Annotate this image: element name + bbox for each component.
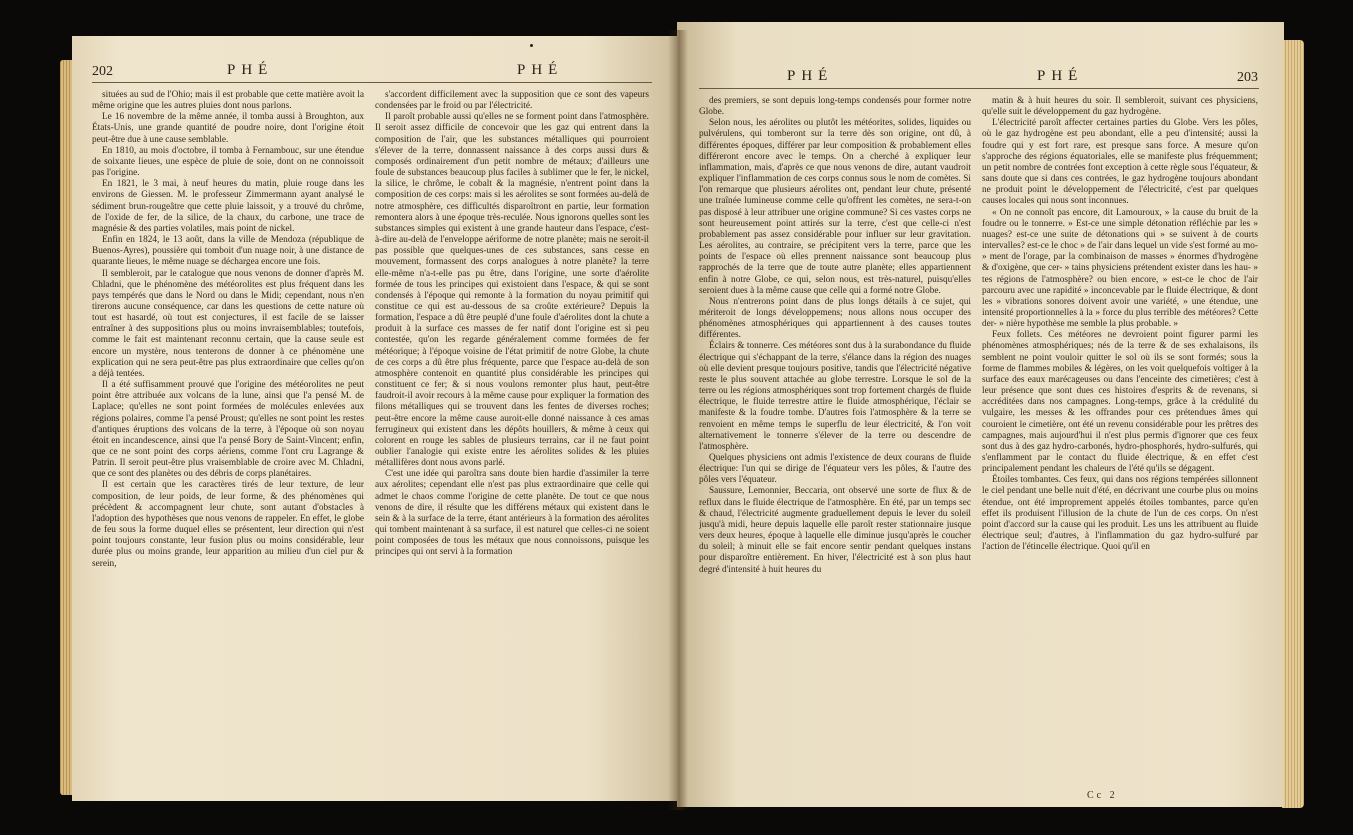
paragraph: des premiers, se sont depuis long-temps condensés pour former notre Globe. [699, 96, 971, 118]
paragraph: En 1821, le 3 mai, à neuf heures du matin, pluie rouge dans les environs de Giessen. M. le professeur Zimmermann ayant analysé le sédiment brun-rougeâtre que cette pluie laissoit, y a trouvé du chrôme, de l'oxide de fer, de la silice, de la chaux, du carbone, une trace de magnésie & des parties volatiles, mais point de nickel. [92, 179, 364, 234]
paragraph: Étoiles tombantes. Ces feux, qui dans nos régions tempérées sillonnent le ciel pendant une belle nuit d'été, en décrivant une courbe plus ou moins étendue, ont été improprement appelés étoiles tombantes, parce qu'en effet ils produisent l'illusion de la chute de l'un de ces corps. On n'est point d'accord sur la cause qui les produit. Les uns les attribuent au fluide électrique seul; d'autres, à l'inflammation du gaz hydro-sulfuré par l'action de l'étincelle électrique. Quoi qu'il en [982, 475, 1258, 553]
text-column-left [699, 96, 971, 786]
paragraph: matin & à huit heures du soir. Il sembleroit, suivant ces physiciens, qu'elle suit le développement du gaz hydrogène. [982, 96, 1258, 118]
paragraph: C'est une idée qui paroîtra sans doute bien hardie d'assimiler la terre aux aérolites; cependant elle n'est pas plus extraordinaire que celle qui admet le chaos comme l'origine de cette planète. De tout ce que nous venons de dire, il résulte que les différens métaux qui existent dans le sein & à la surface de la terre, étant antérieurs à la formation des aérolites qui tombent maintenant à sa surface, il est naturel que celles-ci ne soient point composées de tous les métaux que nous connoissons, puisque les principes qui ont servi à la formation [375, 469, 649, 558]
paragraph: Il a été suffisamment prouvé que l'origine des météorolites ne peut point être attribuée aux volcans de la lune, ainsi que l'a pensé M. de Laplace; qu'elles ne sont point formées de molécules enlevées aux régions polaires, comme l'a pensé Proust; qu'elles ne sont point les restes d'antiques éruptions des volcans de la terre, à l'époque où son noyau étoit en incandescence, ainsi que l'a pensé Bory de Saint-Vincent; enfin, que ce ne sont point des corps aériens, comme l'ont cru Lagrange & Patrin. Il seroit peut-être plus vraisemblable de croire avec M. Chladni, que ce sont des planètes ou des débris de corps planétaires. [92, 380, 364, 480]
running-header-right: PHÉ [517, 62, 564, 78]
paragraph: Il est certain que les caractères tirés de leur texture, de leur composition, de leur poids, de leur forme, & des phénomènes qui précèdent & accompagnent leur chute, sont autant d'obstacles à l'adoption des hypothèses que nous venons de rappeler. En effet, le globe de feu sous la forme duquel elles se présentent, leur direction qui n'est point toujours constante, leur fusion plus ou moins considérable, leur durée plus ou moins grande, leur apparition au milieu d'un ciel pur & serein, [92, 480, 364, 569]
paragraph: Éclairs & tonnerre. Ces météores sont dus à la surabondance du fluide électrique qui s'échappant de la terre, s'élance dans la région des nuages où elle devient presque toujours positive, tandis que l'électricité négative reste le plus souvent attachée au globe terrestre. Lorsque le sol de la terre ou les régions atmosphériques sont trop fortement chargés de fluide électrique, le fluide terrestre attire le fluide atmosphérique, l'éclair se manifeste & la foudre tombe. D'autres fois l'atmosphère & la terre se renvoient en même temps le superflu de leur électricité, & l'on voit alternativement le tonnerre s'élever de la terre ou descendre de l'atmosphère. [699, 341, 971, 452]
page-number: 202 [92, 64, 113, 79]
running-header-left: PHÉ [787, 68, 834, 84]
header-rule [699, 88, 1259, 89]
paragraph: « On ne connoît pas encore, dit Lamouroux, » la cause du bruit de la foudre ou le tonnerre. » Est-ce une simple détonation réfléchie par les » nuages? est-ce une suite de détonations qui » se suivent à de courts intervalles? est-ce le choc » de l'air dans lequel un vide s'est formé au mo- » ment de l'orage, par la combinaison de masses » énormes d'hydrogène & d'oxigène, que cer- » tains physiciens prétendent exister dans les hau- » tes régions de l'atmosphère? ou bien encore, » est-ce le choc de l'air parcouru avec une rapidité » inconcevable par le fluide électrique, & dont les » vibrations sonores doivent avoir une variété, » une étendue, une intensité proportionnelles à la » force du plus terrible des météores? Cette der- » nière hypothèse me semble la plus probable. » [982, 207, 1258, 330]
text-column-right [982, 96, 1258, 786]
right-page-edges [1282, 40, 1304, 808]
paragraph: L'électricité paroît affecter certaines parties du Globe. Vers les pôles, où le gaz hydrogène est peu abondant, elle a peu d'intensité; aussi la foudre qui y est fort rare, est presque sans force. A mesure qu'on s'approche des régions équatoriales, elle se manifeste plus fréquemment; un petit nombre de contrées font exception à cette règle sous l'équateur, & sans doute que si dans ces contrées, le gaz hydrogène toujours abondant ne produit point le développement de l'électricité, c'est par quelques causes locales qui nous sont inconnues. [982, 118, 1258, 207]
paragraph: situées au sud de l'Ohio; mais il est probable que cette matière avoit la même origine que les autres pluies dont nous parlons. [92, 90, 364, 112]
header-rule [92, 82, 652, 83]
paragraph: Selon nous, les aérolites ou plutôt les météorites, solides, liquides ou pulvérulens, qui tomberont sur la terre dès son origine, ont dû, à différentes époques, différer par leur composition & probablement elles différeront encore avec le temps. On a cherché à expliquer leur inflammation, mais, d'après ce que nous venons de dire, autant vaudroit expliquer l'inflammation de ces corps connus sous le nom de comètes. Si l'on remarque que plusieurs aérolites ont, pendant leur chute, présenté une traînée lumineuse comme celle qu'offrent les comètes, ne sera-t-on pas disposé à leur attribuer une origine commune? Si ces vastes corps ne sont heureusement point attirés sur la terre, c'est que celle-ci n'est probablement pas assez considérable pour influer sur leur gravitation. Les aérolites, au contraire, se précipitent vers la terre, parce que les points de l'espace où elles prennent naissance sont beaucoup plus rapprochés de la terre que de toute autre planète; elles appartiennent enfin à notre Globe, ce qui, selon nous, est très-naturel, puisqu'elles seroient dues à la même cause que celle qui a formé notre Globe. [699, 118, 971, 296]
signature-mark: Cc 2 [1087, 790, 1118, 801]
paragraph: Le 16 novembre de la même année, il tomba aussi à Broughton, aux États-Unis, une grande quantité de poudre noire, dont l'origine étoit peut-être due à une cause semblable. [92, 112, 364, 145]
paragraph: Saussure, Lemonnier, Beccaria, ont observé une sorte de flux & de reflux dans le fluide électrique de l'atmosphère. En été, par un temps sec & chaud, l'électricité augmente graduellement depuis le lever du soleil jusqu'à midi, heure depuis laquelle elle paroît rester stationnaire jusque vers deux heures, époque à laquelle elle diminue jusqu'après le coucher du soleil; à minuit elle se fait encore sentir pendant quelques instans pour disparoître entièrement. En hiver, l'électricité est à son plus haut degré d'intensité à huit heures du [699, 486, 971, 575]
ink-dot [530, 44, 533, 47]
running-header-right: PHÉ [1037, 68, 1084, 84]
page-number: 203 [1237, 70, 1258, 85]
book-gutter [668, 30, 688, 810]
paragraph: Nous n'entrerons point dans de plus longs détails à ce sujet, qui mériteroit de longs développemens; nous allons nous occuper des phénomènes atmosphériques qui appartiennent à des causes toutes différentes. [699, 296, 971, 341]
paragraph: Enfin en 1824, le 13 août, dans la ville de Mendoza (république de Buenos-Ayres), poussière qui tomboit d'un nuage noir, à une distance de quarante lieues, le même nuage se déchargea encore une fois. [92, 235, 364, 268]
left-page [72, 36, 677, 801]
paragraph: Il sembleroit, par le catalogue que nous venons de donner d'après M. Chladni, que le phénomène des météorolites est plus fréquent dans les pays tempérés que dans le Nord ou dans le Midi; cependant, nous n'en tirerons aucune conséquence, car dans les questions de cette nature où tout est hasardé, où tout est conjectures, il est facile de se laisser entraîner à des suppositions plus ou moins invraisemblables; toutefois, comme le fait est maintenant reconnu certain, que la cause seule est encore un mystère, nous tenterons de donner à ce phénomène une explication qui ne sera peut-être pas plus extraordinaire que celles qu'on a déjà tentées. [92, 268, 364, 379]
text-column-right [375, 90, 649, 794]
paragraph: s'accordent difficilement avec la supposition que ce sont des vapeurs condensées par le froid ou par l'électricité. [375, 90, 649, 112]
running-header-left: PHÉ [227, 62, 274, 78]
paragraph: Quelques physiciens ont admis l'existence de deux courans de fluide électrique: l'un qui se dirige de l'équateur vers les pôles, & l'autre des pôles vers l'équateur. [699, 453, 971, 486]
right-page [677, 22, 1284, 807]
paragraph: Feux follets. Ces météores ne devroient point figurer parmi les phénomènes atmosphériques; nés de la terre & de ses exhalaisons, ils semblent ne point vouloir quitter le sol où ils se sont formés; sous la forme de flammes mobiles & légères, on les voit quelquefois voltiger à la surface des eaux marécageuses ou dans l'enceinte des cimetières; c'est à leur présence que sont dues ces histoires d'esprits & de revenans, si accréditées dans nos campagnes. Long-temps, grâce à la crédulité du vulgaire, les messes & les offrandes pour ces prétendues âmes qui couroient le cimetière, ont été un revenu considérable pour les prêtres des campagnes, mais aujourd'hui il n'est plus permis d'ignorer que ces feux sont dus à des gaz hydro-carbonés, hydro-phosphorés, hydro-sulfurés, qui s'enflamment par le contact du fluide électrique, & en effet c'est principalement pendant les chaleurs de l'été qu'ils se dégagent. [982, 330, 1258, 475]
text-column-left [92, 90, 364, 794]
paragraph: Il paroît probable aussi qu'elles ne se forment point dans l'atmosphère. Il seroit assez difficile de concevoir que les gaz qui entrent dans la composition de l'air, que les substances métalliques qui pourroient s'élever de la terre, donnassent naissance à des corps aussi durs & composés ordinairement d'un petit nombre de métaux; d'ailleurs une foule de substances beaucoup plus faciles à sublimer que le fer, le nickel, la silice, le chrôme, le cobalt & la magnésie, n'entrent point dans la composition de ces corps: mais si les aérolites se sont formées au-delà de notre atmosphère, ces difficultés disparoîtront en partie, leur formation remontera alors à une époque très-reculée. Nous ignorons quelles sont les substances simples qui existent à une grande hauteur dans l'espace, c'est-à-dire au-delà de l'enveloppe aériforme de notre planète; mais ne seroit-il pas possible que quelques-unes de ces substances, sans cesse en mouvement, formassent des corps analogues à notre planète? la terre elle-même n'a-t-elle pas pu être, dans l'origine, une sorte d'aérolite formée de tous les principes qui existoient dans l'espace, & qui se sont condensés à l'époque qui remonte à la formation du noyau primitif qui constitue ce qui est au-dessous de sa croûte extérieure? Depuis la formation, l'espace a dû être peuplé d'une foule d'aérolites dont la chute a produit à la surface ces masses de fer natif dont l'origine est si peu contestée, qu'on les regarde généralement comme formées de fer météorique; à l'époque voisine de l'état primitif de notre Globe, la chute de ces corps a dû être plus fréquente, parce que l'espace au-delà de son atmosphère contenoit en quantité plus considérable les principes qui constituent ce fer; & si nous voulons remonter plus haut, peut-être faudroit-il avoir recours à la même cause pour expliquer la formation des filons métalliques qui se trouvent dans les fentes de diverses roches; peut-être encore la même cause auroit-elle donné naissance à ces amas ferrugineux qui existent dans les dépôts houillers, & même à ceux qui colorent en rouge les sables de plusieurs terrains, car il ne faut point oublier l'analogie qui existe entre les aérolites solides & les pluies métallifères dont nous avons parlé. [375, 112, 649, 469]
paragraph: En 1810, au mois d'octobre, il tomba à Fernambouc, sur une étendue de soixante lieues, une espèce de pluie de soie, dont on ne connoissoit pas l'origine. [92, 145, 364, 179]
